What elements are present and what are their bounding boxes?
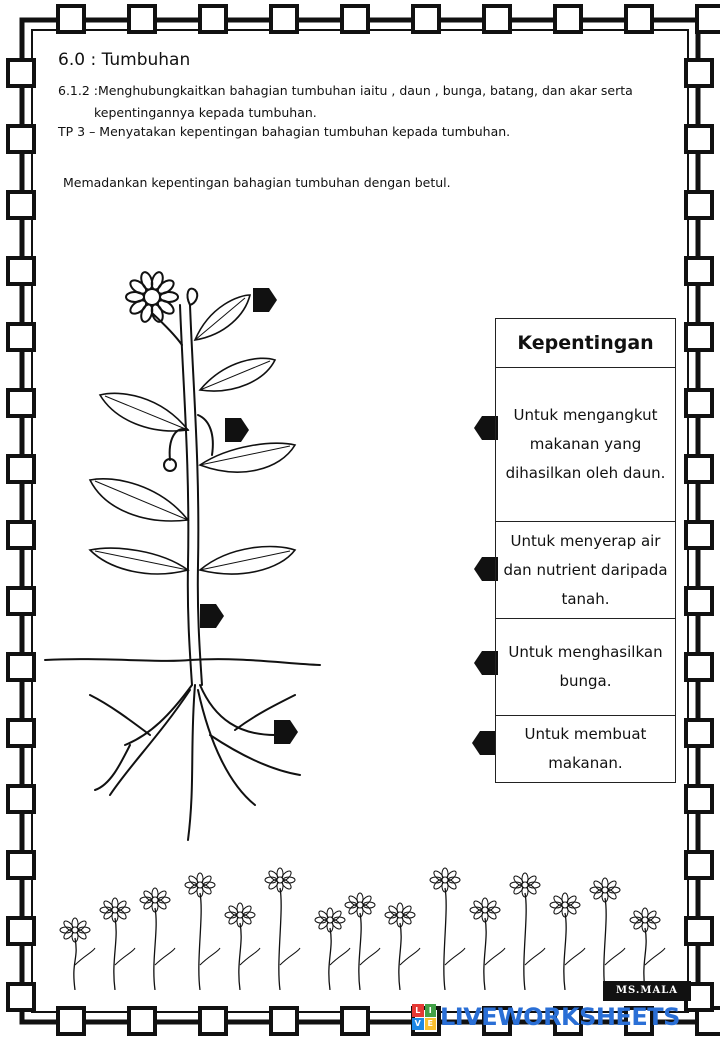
objective-line-2: kepentingannya kepada tumbuhan. (94, 105, 317, 120)
instruction-text: Memadankan kepentingan bahagian tumbuhan dengan betul. (63, 175, 451, 190)
logo-letter: I (425, 1004, 437, 1017)
page-title: 6.0 : Tumbuhan (58, 50, 191, 70)
logo-letter: V (412, 1018, 424, 1031)
importance-table (495, 318, 676, 783)
pointer-left-icon (470, 731, 496, 755)
pointer-right-icon (225, 418, 251, 442)
pointer-right-icon (274, 720, 300, 744)
wildflowers-illustration (45, 860, 675, 990)
pointer-right-icon (253, 288, 279, 312)
logo-letter: L (412, 1004, 424, 1017)
table-header: Kepentingan (496, 319, 676, 368)
brand-name: LIVEWORKSHEETS (440, 1003, 680, 1031)
plant-illustration (40, 265, 340, 855)
table-row: Untuk membuat makanan. (496, 716, 676, 783)
logo-letter: E (425, 1018, 437, 1031)
performance-level: TP 3 – Menyatakan kepentingan bahagian tumbuhan kepada tumbuhan. (58, 124, 511, 139)
logo-badge (412, 1004, 436, 1030)
objective-line-1: 6.1.2 :Menghubungkaitkan bahagian tumbuhan iaitu , daun , bunga, batang, dan akar serta (58, 83, 633, 98)
table-row: Untuk menyerap air dan nutrient daripada tanah. (496, 522, 676, 619)
learning-objective (58, 80, 673, 124)
liveworksheets-logo (412, 1000, 680, 1034)
pointer-right-icon (200, 604, 226, 628)
author-badge: MS.MALA (603, 981, 691, 1001)
table-row: Untuk menghasilkan bunga. (496, 619, 676, 716)
table-row: Untuk mengangkut makanan yang dihasilkan oleh daun. (496, 368, 676, 522)
